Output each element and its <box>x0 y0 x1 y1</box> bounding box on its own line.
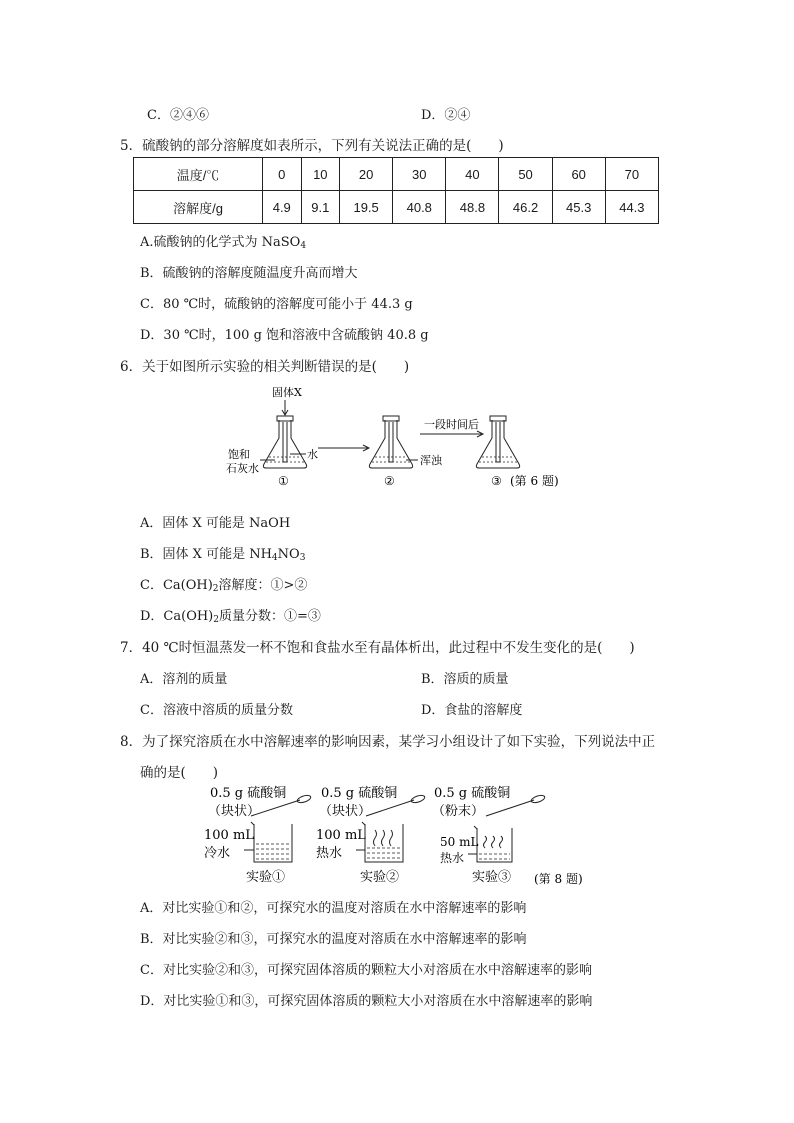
label-turbid: 浑浊 <box>420 454 442 467</box>
solubility-table <box>133 157 659 224</box>
exp3-water: 热水 <box>440 851 465 865</box>
q8-stem-line2: 确的是( ) <box>140 765 219 781</box>
q8-option-a: A．对比实验①和②，可探究水的温度对溶质在水中溶解速率的影响 <box>140 901 527 916</box>
label-solid-x: 固体X <box>272 386 302 399</box>
table-cell: 19.5 <box>340 191 393 224</box>
exp3-form: （粉末） <box>432 804 485 819</box>
q6-stem: 6．关于如图所示实验的相关判断错误的是( ) <box>120 359 410 375</box>
table-row <box>134 158 659 191</box>
steam-2 <box>374 830 377 846</box>
exp1-label: 实验① <box>246 870 286 885</box>
exp2-label: 实验② <box>360 870 400 885</box>
table-cell: 30 <box>393 158 446 191</box>
exp1-reagent: 0.5 g 硫酸铜 <box>210 786 287 801</box>
table-cell: 0 <box>263 158 302 191</box>
label-saturated: 饱和 <box>228 448 250 461</box>
q6-caption: (第 6 题) <box>510 474 559 488</box>
q4-option-d: D．②④ <box>421 108 471 123</box>
beaker-1 <box>254 824 292 862</box>
table-cell: 10 <box>301 158 340 191</box>
q7-option-d: D．食盐的溶解度 <box>421 703 523 718</box>
exp2-reagent: 0.5 g 硫酸铜 <box>321 786 398 801</box>
label-after-time: 一段时间后 <box>424 418 479 431</box>
q8-option-c: C．对比实验②和③，可探究固体溶质的颗粒大小对溶质在水中溶解速率的影响 <box>140 963 592 978</box>
table-cell: 4.9 <box>263 191 302 224</box>
q8-caption: (第 8 题) <box>534 872 583 886</box>
table-cell: 50 <box>499 158 552 191</box>
q7-stem: 7．40 ℃时恒温蒸发一杯不饱和食盐水至有晶体析出，此过程中不发生变化的是( ) <box>120 640 635 656</box>
flask-1 <box>263 420 306 468</box>
table-cell: 20 <box>340 158 393 191</box>
exp2-volume: 100 mL <box>316 828 366 843</box>
exp3-label: 实验③ <box>472 870 512 885</box>
steam-3 <box>484 836 487 848</box>
label-limewater: 石灰水 <box>226 462 259 475</box>
exp2-water: 热水 <box>316 846 343 861</box>
label-water: 水 <box>307 448 318 461</box>
q6-figure <box>220 382 580 498</box>
exp1-form: （块状） <box>208 804 261 819</box>
table-row-header: 温度/℃ <box>134 158 263 191</box>
label-flask-3: ③ <box>491 474 502 488</box>
table-cell: 9.1 <box>301 191 340 224</box>
q7-option-b: B．溶质的质量 <box>421 672 509 687</box>
table-cell: 70 <box>605 158 658 191</box>
q5-option-b: B．硫酸钠的溶解度随温度升高而增大 <box>140 266 358 281</box>
q8-option-d: D．对比实验①和③，可探究固体溶质的颗粒大小对溶质在水中溶解速率的影响 <box>140 994 593 1009</box>
q5-option-a: A.硫酸钠的化学式为 NaSO$_4$ <box>140 235 307 251</box>
table-cell: 44.3 <box>605 191 658 224</box>
exp2-form: （块状） <box>319 804 372 819</box>
table-row-header: 溶解度/g <box>134 191 263 224</box>
q6-option-a: A．固体 X 可能是 NaOH <box>140 516 291 531</box>
beaker-2 <box>365 824 403 862</box>
exp1-volume: 100 mL <box>204 828 254 843</box>
beaker-3 <box>477 828 512 862</box>
table-row <box>134 191 659 224</box>
q6-option-b: B．固体 X 可能是 $NH_4NO_3$ <box>140 547 306 563</box>
q5-option-d: D．30 ℃时，100 g 饱和溶液中含硫酸钠 40.8 g <box>140 328 429 343</box>
table-cell: 40 <box>446 158 499 191</box>
table-cell: 60 <box>552 158 605 191</box>
q8-option-b: B．对比实验②和③，可探究水的温度对溶质在水中溶解速率的影响 <box>140 932 527 947</box>
q8-stem-line1: 8．为了探究溶质在水中溶解速率的影响因素，某学习小组设计了如下实验，下列说法中正 <box>120 734 656 750</box>
spoon-3 <box>486 800 534 816</box>
q5-stem: 5．硫酸钠的部分溶解度如表所示，下列有关说法正确的是( ) <box>120 138 504 154</box>
exp1-water: 冷水 <box>204 846 231 861</box>
exp3-volume: 50 mL <box>440 835 479 849</box>
q5-option-c: C．80 ℃时，硫酸钠的溶解度可能小于 44.3 g <box>140 297 413 312</box>
label-flask-1: ① <box>278 474 289 488</box>
table-cell: 45.3 <box>552 191 605 224</box>
spoon-2 <box>366 800 414 816</box>
table-cell: 48.8 <box>446 191 499 224</box>
q7-option-c: C．溶液中溶质的质量分数 <box>140 703 293 718</box>
q4-option-c: C．②④⑥ <box>147 108 209 123</box>
q6-option-c: C．$Ca(OH)_2$溶解度：①>② <box>140 578 308 594</box>
label-flask-2: ② <box>384 474 395 488</box>
q7-option-a: A．溶剂的质量 <box>140 672 228 687</box>
q6-option-d: D．$Ca(OH)_2$质量分数：①=③ <box>140 609 321 625</box>
q8-figure <box>196 782 596 890</box>
flask-3 <box>476 420 519 468</box>
exp3-reagent: 0.5 g 硫酸铜 <box>434 786 511 801</box>
table-cell: 46.2 <box>499 191 552 224</box>
flask-2 <box>369 420 412 468</box>
table-cell: 40.8 <box>393 191 446 224</box>
